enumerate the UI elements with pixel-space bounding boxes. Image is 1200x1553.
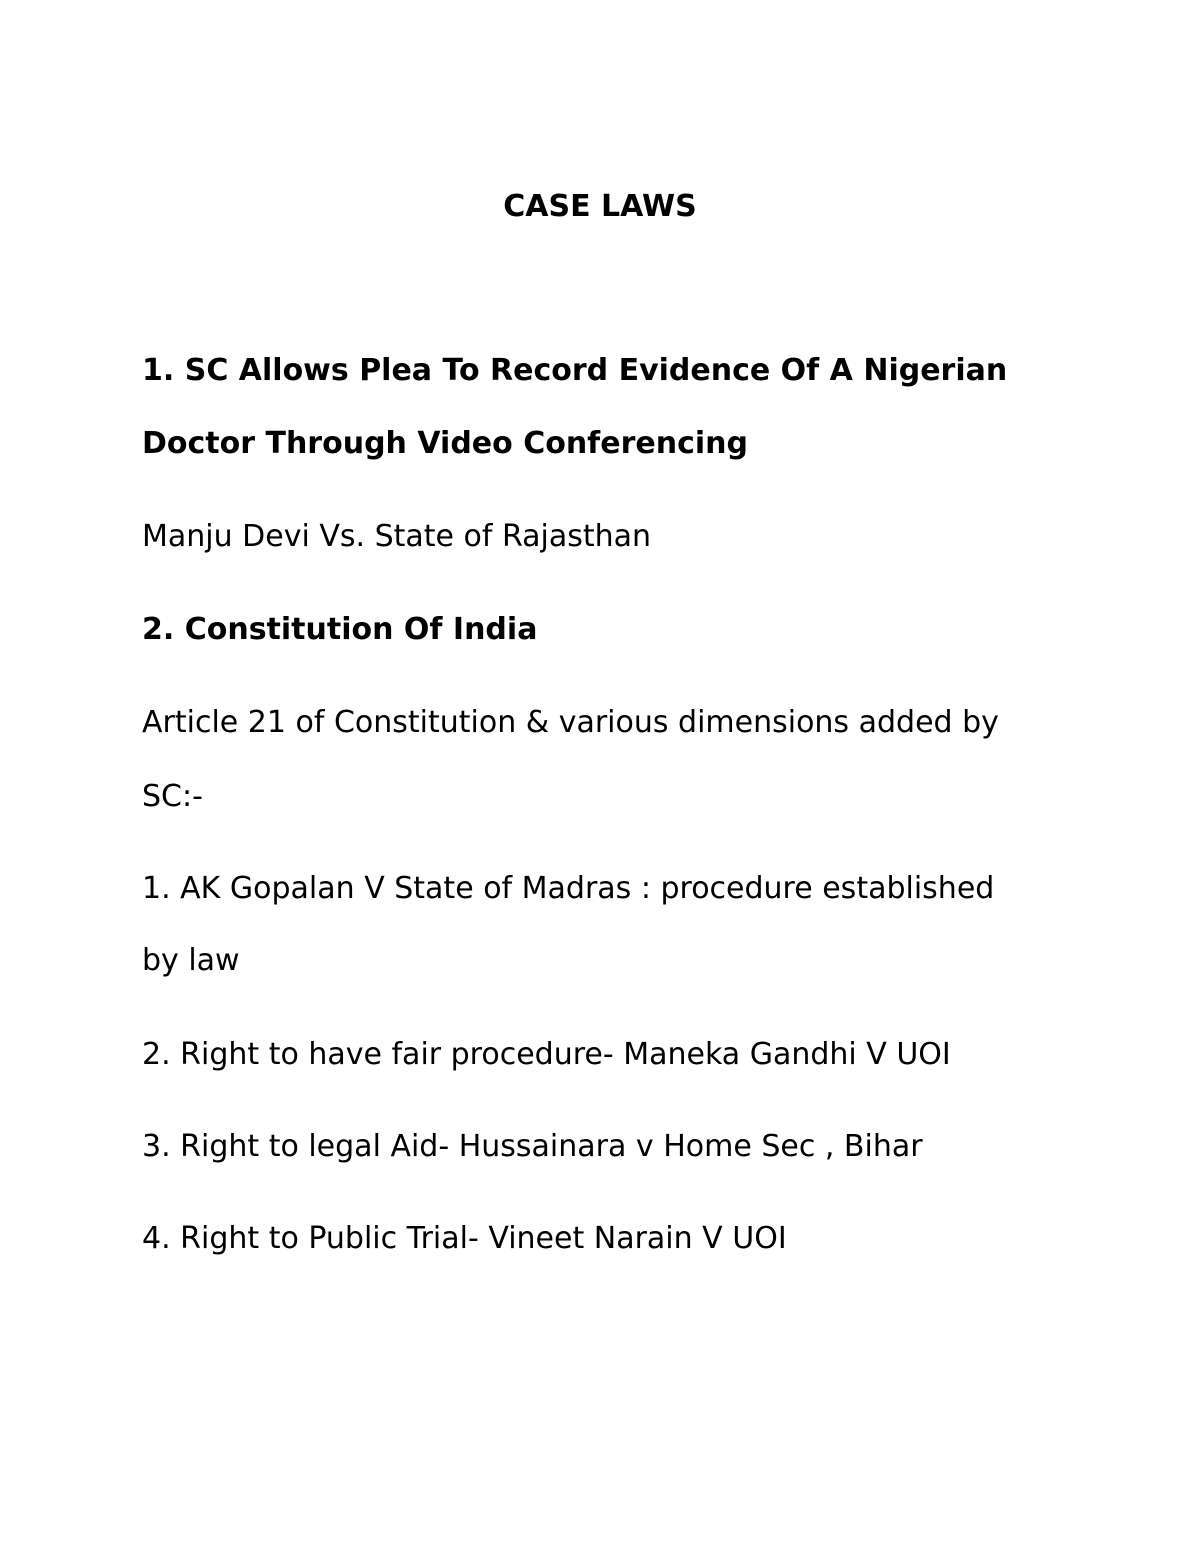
document-title: CASE LAWS: [503, 189, 697, 224]
list-item-2: 2. Right to have fair procedure- Maneka Gandhi V UOI: [142, 1037, 951, 1072]
section-2-intro-line-2: SC:-: [142, 779, 203, 814]
list-item-1-line-1: 1. AK Gopalan V State of Madras : procedure established: [142, 871, 995, 906]
section-1-heading-line-1: 1. SC Allows Plea To Record Evidence Of A Nigerian: [142, 353, 1008, 388]
list-item-4: 4. Right to Public Trial- Vineet Narain V UOI: [142, 1221, 787, 1256]
list-item-1-line-2: by law: [142, 943, 240, 978]
list-item-3: 3. Right to legal Aid- Hussainara v Home Sec , Bihar: [142, 1129, 923, 1164]
section-1-heading-line-2: Doctor Through Video Conferencing: [142, 426, 748, 461]
section-2-intro-line-1: Article 21 of Constitution & various dimensions added by: [142, 705, 999, 740]
section-2-heading: 2. Constitution Of India: [142, 612, 538, 647]
section-1-case-name: Manju Devi Vs. State of Rajasthan: [142, 519, 652, 554]
